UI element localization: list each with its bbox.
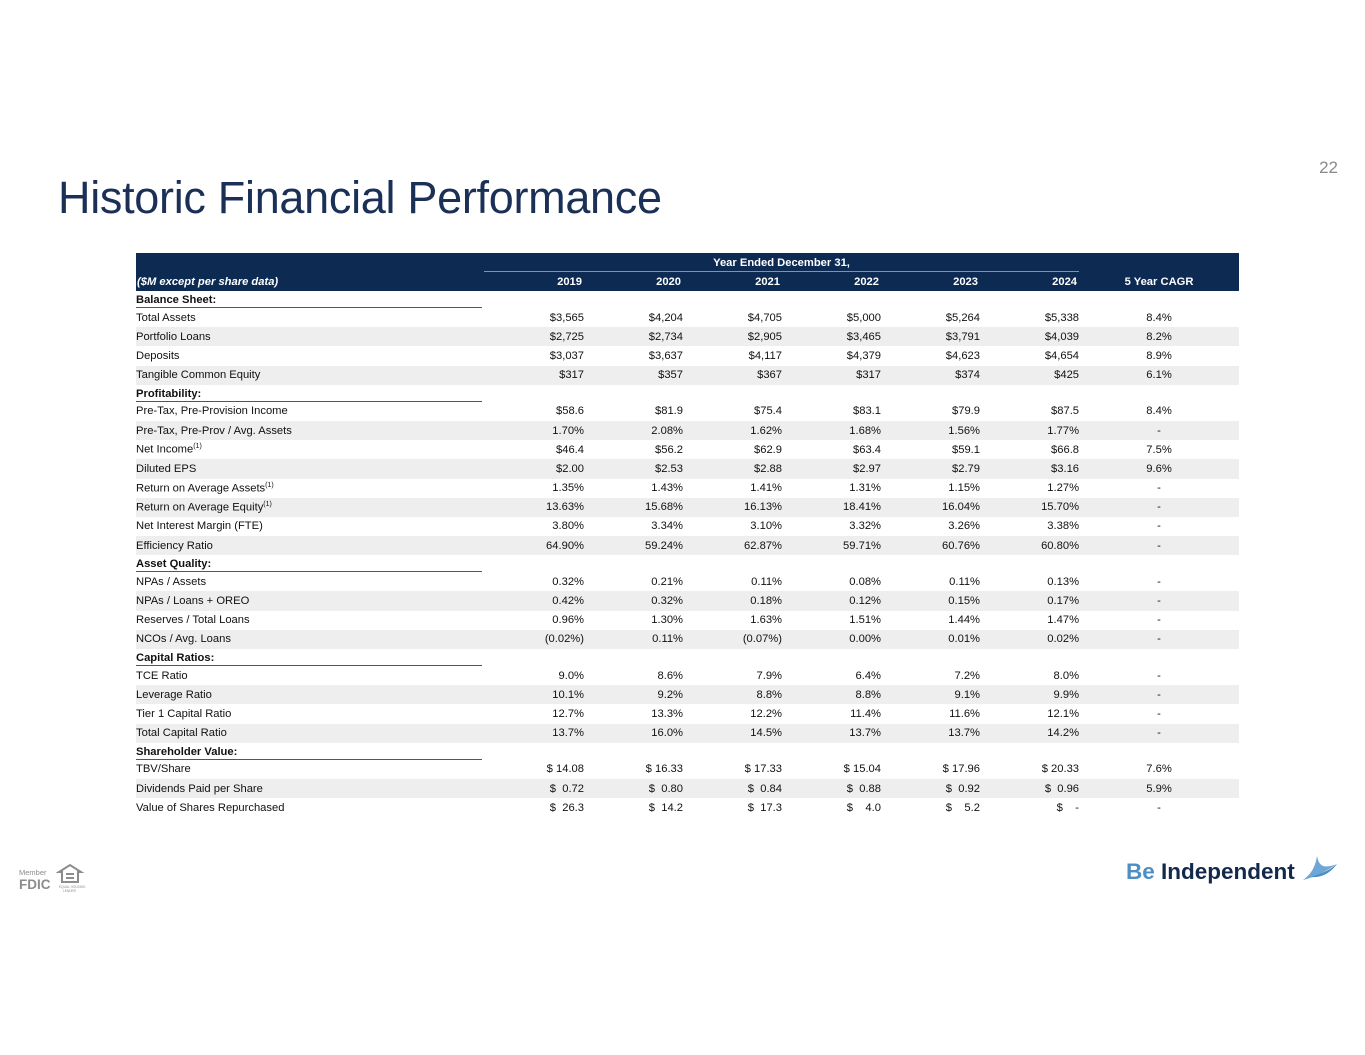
value-cell: $374: [881, 366, 980, 385]
cagr-cell: 7.5%: [1146, 443, 1172, 456]
value-cell: $357: [584, 366, 683, 385]
value-cell: 3.80%: [552, 520, 584, 533]
row-label: [136, 779, 484, 798]
cagr-cell: -: [1157, 707, 1161, 720]
value-cell: 0.12%: [782, 591, 881, 610]
value-cell: $317: [484, 366, 584, 385]
table-body: [136, 291, 1239, 817]
value-cell: 16.0%: [584, 724, 683, 743]
bird-icon: [1301, 852, 1339, 884]
table-row: [136, 459, 1239, 478]
row-label: [136, 440, 484, 459]
table-row: [136, 591, 1239, 610]
cagr-cell: 9.6%: [1079, 459, 1239, 478]
year-ended-header: Year Ended December 31,: [484, 257, 1079, 272]
table-row: [136, 572, 1239, 591]
section-cell: [136, 385, 1239, 402]
value-cell: $ 0.80: [584, 779, 683, 798]
value-cell: 1.51%: [849, 614, 881, 627]
section-heading: Shareholder Value:: [136, 746, 482, 760]
row-label-text: Return on Average Equity: [136, 501, 264, 514]
table-row: [136, 666, 1239, 685]
value-cell: 1.47%: [1047, 614, 1080, 627]
section-row: [136, 555, 1239, 572]
row-label-text: Net Income: [136, 444, 194, 457]
table-row: [136, 366, 1239, 385]
value-cell: 0.32%: [552, 575, 584, 588]
value-cell: $79.9: [952, 405, 980, 418]
cagr-cell: 7.6%: [1146, 763, 1172, 776]
value-cell: (0.07%): [683, 630, 782, 649]
row-label-text: Reserves / Total Loans: [136, 614, 250, 627]
value-cell: $4,623: [945, 349, 980, 362]
table-row: [136, 402, 1239, 421]
row-label: [136, 308, 484, 327]
table-row: [136, 704, 1239, 723]
value-cell: 12.1%: [1047, 707, 1080, 720]
value-cell: 1.56%: [881, 421, 980, 440]
row-label-text: NPAs / Loans + OREO: [136, 595, 250, 608]
value-cell: $ 4.0: [846, 801, 881, 814]
row-label-text: Diluted EPS: [136, 462, 197, 475]
value-cell: 0.11%: [751, 575, 782, 588]
section-heading: Capital Ratios:: [136, 652, 482, 666]
year-header: 2022: [782, 272, 881, 291]
value-cell: 0.13%: [1047, 575, 1080, 588]
value-cell: $4,039: [980, 327, 1079, 346]
value-cell: $5,264: [945, 311, 980, 324]
row-label-text: Portfolio Loans: [136, 330, 211, 343]
value-cell: $3,465: [782, 327, 881, 346]
section-cell: [136, 555, 1239, 572]
row-label-text: Pre-Tax, Pre-Prov / Avg. Assets: [136, 424, 292, 437]
cagr-cell: 8.2%: [1079, 327, 1239, 346]
brand-logo: [1126, 852, 1338, 892]
value-cell: $ 0.96: [980, 779, 1079, 798]
year-header: 2019: [484, 272, 584, 291]
svg-text:EQUAL HOUSING: EQUAL HOUSING: [59, 885, 86, 889]
section-heading: Balance Sheet:: [136, 294, 482, 308]
page-title: Historic Financial Performance: [58, 172, 662, 223]
value-cell: 3.32%: [849, 520, 881, 533]
cagr-cell: 8.4%: [1146, 311, 1172, 324]
value-cell: 60.76%: [881, 536, 980, 555]
table-caption: ($M except per share data): [136, 272, 484, 291]
table-row: [136, 517, 1239, 536]
table-row: [136, 798, 1239, 817]
value-cell: $83.1: [853, 405, 881, 418]
value-cell: 3.34%: [651, 520, 683, 533]
value-cell: 59.71%: [782, 536, 881, 555]
row-label-text: TBV/Share: [136, 763, 191, 776]
value-cell: 9.0%: [558, 669, 584, 682]
footnote-marker: (1): [265, 481, 274, 489]
cagr-cell: -: [1157, 520, 1161, 533]
financial-table-container: [136, 253, 1239, 817]
value-cell: $2.97: [782, 459, 881, 478]
value-cell: $4,379: [846, 349, 881, 362]
row-label: [136, 517, 484, 536]
value-cell: 1.62%: [683, 421, 782, 440]
year-header: 2020: [584, 272, 683, 291]
footnote-marker: (1): [263, 500, 272, 508]
value-cell: 8.8%: [683, 685, 782, 704]
value-cell: 1.15%: [948, 482, 980, 495]
cagr-cell: -: [1157, 669, 1161, 682]
value-cell: 11.4%: [850, 707, 881, 720]
value-cell: 13.7%: [881, 724, 980, 743]
row-label-text: Pre-Tax, Pre-Provision Income: [136, 405, 288, 418]
row-label-text: Tier 1 Capital Ratio: [136, 707, 232, 720]
year-header: 2024: [980, 272, 1079, 291]
row-label: [136, 572, 484, 591]
section-row: [136, 649, 1239, 666]
cagr-cell: -: [1157, 575, 1161, 588]
value-cell: 16.13%: [683, 498, 782, 517]
header-row-columns: [136, 272, 1239, 291]
value-cell: $3,037: [549, 349, 584, 362]
value-cell: 1.70%: [484, 421, 584, 440]
value-cell: 3.10%: [750, 520, 782, 533]
value-cell: $59.1: [952, 443, 980, 456]
value-cell: 3.26%: [948, 520, 980, 533]
value-cell: 0.21%: [651, 575, 683, 588]
value-cell: $ 17.3: [747, 801, 782, 814]
brand-word-be: Be: [1126, 859, 1155, 884]
row-label-text: Tangible Common Equity: [136, 369, 261, 382]
value-cell: $75.4: [754, 405, 782, 418]
row-label-text: TCE Ratio: [136, 669, 188, 682]
value-cell: $5,000: [846, 311, 881, 324]
cagr-cell: -: [1079, 421, 1239, 440]
row-label: [136, 327, 484, 346]
value-cell: 8.8%: [782, 685, 881, 704]
value-cell: $56.2: [655, 443, 683, 456]
table-row: [136, 421, 1239, 440]
value-cell: $425: [980, 366, 1079, 385]
row-label: [136, 591, 484, 610]
value-cell: $367: [683, 366, 782, 385]
value-cell: $ 17.96: [942, 763, 980, 776]
value-cell: 0.02%: [980, 630, 1079, 649]
value-cell: 1.30%: [651, 614, 683, 627]
header-blank: [136, 253, 484, 272]
value-cell: $62.9: [754, 443, 782, 456]
value-cell: 13.7%: [782, 724, 881, 743]
table-row: [136, 685, 1239, 704]
fdic-logo-icon: [18, 863, 86, 895]
value-cell: $87.5: [1051, 405, 1080, 418]
row-label: [136, 630, 484, 649]
value-cell: 2.08%: [584, 421, 683, 440]
value-cell: 9.2%: [584, 685, 683, 704]
cagr-cell: -: [1079, 724, 1239, 743]
value-cell: 6.4%: [855, 669, 881, 682]
row-label-text: Total Capital Ratio: [136, 727, 227, 740]
equal-housing-icon: [59, 865, 86, 893]
table-row: [136, 308, 1239, 327]
value-cell: $ 0.92: [881, 779, 980, 798]
value-cell: $2.79: [881, 459, 980, 478]
value-cell: 1.41%: [750, 482, 782, 495]
value-cell: 1.27%: [1047, 482, 1080, 495]
value-cell: 1.35%: [552, 482, 584, 495]
table-row: [136, 346, 1239, 365]
table-row: [136, 779, 1239, 798]
row-label: [136, 666, 484, 685]
value-cell: 11.6%: [949, 707, 980, 720]
value-cell: $4,705: [747, 311, 782, 324]
value-cell: $63.4: [853, 443, 881, 456]
value-cell: $ 15.04: [843, 763, 881, 776]
table-row: [136, 536, 1239, 555]
fdic-member-text: Member: [19, 868, 47, 877]
value-cell: 1.77%: [980, 421, 1079, 440]
value-cell: $ 14.2: [648, 801, 683, 814]
value-cell: 7.2%: [954, 669, 980, 682]
value-cell: 0.42%: [484, 591, 584, 610]
value-cell: $81.9: [655, 405, 683, 418]
value-cell: 8.6%: [657, 669, 683, 682]
value-cell: $4,654: [1044, 349, 1080, 362]
header-blank: [1079, 253, 1239, 272]
row-label: [136, 536, 484, 555]
value-cell: $2,734: [584, 327, 683, 346]
cagr-cell: 8.4%: [1146, 405, 1172, 418]
value-cell: 60.80%: [980, 536, 1079, 555]
row-label: [136, 798, 484, 817]
year-header: 2023: [881, 272, 980, 291]
brand-wordmark: [1126, 859, 1295, 885]
row-label: [136, 724, 484, 743]
cagr-cell: 6.1%: [1079, 366, 1239, 385]
value-cell: $ 0.72: [484, 779, 584, 798]
value-cell: 59.24%: [584, 536, 683, 555]
value-cell: 0.11%: [949, 575, 980, 588]
value-cell: $5,338: [1044, 311, 1080, 324]
value-cell: 18.41%: [782, 498, 881, 517]
row-label: [136, 346, 484, 365]
value-cell: 13.63%: [484, 498, 584, 517]
value-cell: 64.90%: [484, 536, 584, 555]
value-cell: 1.44%: [948, 614, 980, 627]
value-cell: $4,204: [648, 311, 683, 324]
value-cell: 0.00%: [782, 630, 881, 649]
cagr-cell: 5.9%: [1079, 779, 1239, 798]
value-cell: (0.02%): [484, 630, 584, 649]
row-label-text: Net Interest Margin (FTE): [136, 520, 263, 533]
fdic-equal-housing-logo: [18, 863, 86, 895]
cagr-cell: -: [1157, 614, 1161, 627]
section-cell: [136, 291, 1239, 308]
table-row: [136, 479, 1239, 498]
value-cell: 62.87%: [683, 536, 782, 555]
cagr-cell: -: [1079, 536, 1239, 555]
value-cell: 0.17%: [980, 591, 1079, 610]
value-cell: 1.31%: [849, 482, 881, 495]
value-cell: $ 17.33: [744, 763, 782, 776]
row-label-text: Value of Shares Repurchased: [136, 801, 285, 814]
value-cell: 9.1%: [881, 685, 980, 704]
value-cell: 1.43%: [651, 482, 683, 495]
section-row: [136, 385, 1239, 402]
row-label-text: NCOs / Avg. Loans: [136, 633, 231, 646]
section-cell: [136, 743, 1239, 760]
value-cell: $ -: [1056, 801, 1080, 814]
value-cell: 1.63%: [750, 614, 782, 627]
value-cell: 0.15%: [881, 591, 980, 610]
value-cell: $3.16: [980, 459, 1079, 478]
cagr-header: 5 Year CAGR: [1079, 272, 1239, 291]
cagr-cell: -: [1079, 685, 1239, 704]
value-cell: 13.3%: [651, 707, 683, 720]
cagr-cell: -: [1079, 591, 1239, 610]
row-label: [136, 704, 484, 723]
value-cell: 0.18%: [683, 591, 782, 610]
row-label: [136, 760, 484, 779]
value-cell: $46.4: [556, 443, 584, 456]
value-cell: 14.2%: [980, 724, 1079, 743]
row-label-text: Deposits: [136, 349, 180, 362]
svg-text:LENDER: LENDER: [63, 889, 76, 893]
value-cell: $2,905: [683, 327, 782, 346]
value-cell: 0.11%: [584, 630, 683, 649]
value-cell: $3,565: [549, 311, 584, 324]
row-label-text: Dividends Paid per Share: [136, 782, 263, 795]
table-row: [136, 724, 1239, 743]
financial-table: [136, 253, 1239, 817]
value-cell: 16.04%: [881, 498, 980, 517]
row-label: [136, 421, 484, 440]
cagr-cell: -: [1079, 630, 1239, 649]
value-cell: 15.68%: [584, 498, 683, 517]
section-cell: [136, 649, 1239, 666]
value-cell: 10.1%: [484, 685, 584, 704]
table-row: [136, 327, 1239, 346]
value-cell: $ 26.3: [549, 801, 584, 814]
value-cell: $2.00: [484, 459, 584, 478]
value-cell: 9.9%: [980, 685, 1079, 704]
value-cell: $317: [782, 366, 881, 385]
row-label: [136, 611, 484, 630]
value-cell: 7.9%: [756, 669, 782, 682]
table-row: [136, 611, 1239, 630]
value-cell: $ 0.88: [782, 779, 881, 798]
row-label-text: NPAs / Assets: [136, 575, 207, 588]
value-cell: 0.96%: [552, 614, 584, 627]
value-cell: $ 20.33: [1041, 763, 1080, 776]
value-cell: 0.32%: [584, 591, 683, 610]
cagr-cell: -: [1157, 801, 1161, 814]
brand-word-independent: Independent: [1161, 859, 1295, 884]
cagr-cell: -: [1079, 498, 1239, 517]
section-heading: Profitability:: [136, 388, 482, 402]
value-cell: $2,725: [484, 327, 584, 346]
row-label: [136, 402, 484, 421]
row-label: [136, 459, 484, 478]
value-cell: $2.53: [584, 459, 683, 478]
value-cell: 12.2%: [750, 707, 782, 720]
value-cell: $3,637: [648, 349, 683, 362]
value-cell: 0.01%: [881, 630, 980, 649]
row-label-text: Leverage Ratio: [136, 688, 212, 701]
value-cell: $2.88: [683, 459, 782, 478]
table-row: [136, 440, 1239, 459]
row-label: [136, 479, 484, 498]
value-cell: $ 14.08: [546, 763, 584, 776]
section-heading: Asset Quality:: [136, 558, 482, 572]
value-cell: 13.7%: [484, 724, 584, 743]
value-cell: 12.7%: [552, 707, 584, 720]
table-row: [136, 498, 1239, 517]
value-cell: $66.8: [1051, 443, 1080, 456]
value-cell: 14.5%: [683, 724, 782, 743]
value-cell: 1.68%: [782, 421, 881, 440]
value-cell: 0.08%: [849, 575, 881, 588]
cagr-cell: 8.9%: [1146, 349, 1172, 362]
row-label: [136, 498, 484, 517]
year-header: 2021: [683, 272, 782, 291]
value-cell: $ 5.2: [945, 801, 980, 814]
page-number: 22: [1319, 158, 1338, 177]
cagr-cell: -: [1157, 482, 1161, 495]
value-cell: $ 16.33: [645, 763, 683, 776]
value-cell: 15.70%: [980, 498, 1079, 517]
value-cell: $58.6: [556, 405, 584, 418]
header-row-group: [136, 253, 1239, 272]
table-row: [136, 760, 1239, 779]
section-row: [136, 743, 1239, 760]
header-group-cell: [484, 253, 1079, 272]
row-label-text: Efficiency Ratio: [136, 539, 213, 552]
section-row: [136, 291, 1239, 308]
value-cell: 3.38%: [1047, 520, 1080, 533]
value-cell: 8.0%: [1053, 669, 1080, 682]
row-label-text: Total Assets: [136, 311, 196, 324]
value-cell: $ 0.84: [683, 779, 782, 798]
value-cell: $4,117: [748, 349, 782, 362]
row-label: [136, 366, 484, 385]
footnote-marker: (1): [193, 443, 202, 451]
fdic-text: FDIC: [19, 877, 51, 892]
row-label: [136, 685, 484, 704]
row-label-text: Return on Average Assets: [136, 482, 266, 495]
value-cell: $3,791: [881, 327, 980, 346]
table-row: [136, 630, 1239, 649]
